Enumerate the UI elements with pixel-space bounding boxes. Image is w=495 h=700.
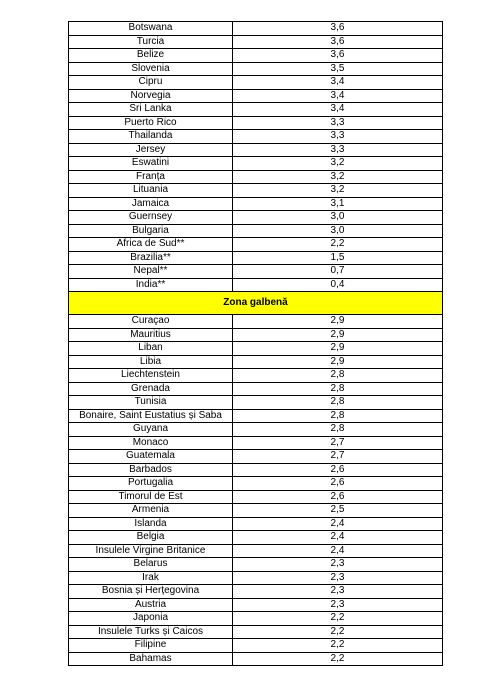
incidence-value-cell: 3,3 [233,143,443,157]
country-cell: Puerto Rico [69,116,233,130]
country-cell: Nepal** [69,265,233,279]
country-cell: Eswatini [69,157,233,171]
incidence-value-cell: 2,3 [233,598,443,612]
table-row [69,639,443,653]
country-cell: Bulgaria [69,224,233,238]
incidence-value-cell: 3,0 [233,224,443,238]
country-cell: Filipine [69,639,233,653]
table-row [69,504,443,518]
country-cell: Monaco [69,436,233,450]
incidence-value-cell: 2,8 [233,382,443,396]
incidence-value-cell: 3,0 [233,211,443,225]
country-cell: Norvegia [69,89,233,103]
table-row [69,76,443,90]
incidence-value-cell: 2,6 [233,477,443,491]
incidence-value-cell: 2,8 [233,369,443,383]
table-row [69,211,443,225]
country-cell: Bonaire, Saint Eustatius și Saba [69,409,233,423]
zone-header-row [69,292,443,315]
table-row [69,184,443,198]
incidence-value-cell: 2,4 [233,531,443,545]
incidence-value-cell: 3,4 [233,76,443,90]
table-row [69,328,443,342]
incidence-value-cell: 2,7 [233,436,443,450]
incidence-value-cell: 3,2 [233,170,443,184]
incidence-value-cell: 3,2 [233,184,443,198]
incidence-value-cell: 3,4 [233,89,443,103]
incidence-value-cell: 3,5 [233,62,443,76]
table-row [69,238,443,252]
incidence-value-cell: 2,9 [233,315,443,329]
country-cell: Franța [69,170,233,184]
table-row [69,463,443,477]
country-cell: Bosnia și Herțegovina [69,585,233,599]
table-row [69,315,443,329]
table-row [69,49,443,63]
incidence-value-cell: 3,3 [233,116,443,130]
incidence-value-cell: 2,5 [233,504,443,518]
incidence-value-cell: 3,4 [233,103,443,117]
country-cell: Belarus [69,558,233,572]
table-body [69,22,443,666]
table-row [69,382,443,396]
country-cell: Guernsey [69,211,233,225]
table-row [69,197,443,211]
country-cell: Jamaica [69,197,233,211]
incidence-value-cell: 2,8 [233,423,443,437]
incidence-value-cell: 2,2 [233,652,443,666]
country-cell: Mauritius [69,328,233,342]
country-cell: Botswana [69,22,233,36]
table-row [69,571,443,585]
country-cell: Liban [69,342,233,356]
country-cell: Insulele Turks și Caicos [69,625,233,639]
incidence-value-cell: 2,3 [233,558,443,572]
country-cell: Tunisia [69,396,233,410]
table-row [69,130,443,144]
table-row [69,170,443,184]
incidence-value-cell: 0,7 [233,265,443,279]
incidence-value-cell: 3,3 [233,130,443,144]
table-row [69,490,443,504]
country-cell: Libia [69,355,233,369]
incidence-value-cell: 2,4 [233,544,443,558]
country-cell: Turcia [69,35,233,49]
table-row [69,652,443,666]
table-row [69,477,443,491]
country-cell: Africa de Sud** [69,238,233,252]
country-cell: Grenada [69,382,233,396]
country-cell: Portugalia [69,477,233,491]
country-cell: Jersey [69,143,233,157]
country-cell: Austria [69,598,233,612]
incidence-value-cell: 2,3 [233,585,443,599]
country-cell: Liechtenstein [69,369,233,383]
table-row [69,409,443,423]
table-row [69,625,443,639]
table-row [69,35,443,49]
incidence-value-cell: 1,5 [233,251,443,265]
country-cell: Curaçao [69,315,233,329]
country-cell: Guatemala [69,450,233,464]
table-row [69,22,443,36]
table-row [69,278,443,292]
table-row [69,62,443,76]
incidence-value-cell: 3,6 [233,49,443,63]
table-row [69,103,443,117]
table-row [69,598,443,612]
incidence-value-cell: 2,6 [233,490,443,504]
table-row [69,612,443,626]
table-row [69,143,443,157]
incidence-value-cell: 2,3 [233,571,443,585]
table-row [69,355,443,369]
table-row [69,251,443,265]
country-cell: Belize [69,49,233,63]
incidence-value-cell: 3,6 [233,35,443,49]
table-row [69,517,443,531]
table-row [69,423,443,437]
incidence-value-cell: 2,4 [233,517,443,531]
incidence-value-cell: 2,2 [233,639,443,653]
table-row [69,369,443,383]
country-cell: Thailanda [69,130,233,144]
country-cell: Belgia [69,531,233,545]
incidence-value-cell: 2,6 [233,463,443,477]
table-row [69,265,443,279]
country-cell: Insulele Virgine Britanice [69,544,233,558]
table-row [69,224,443,238]
incidence-value-cell: 2,2 [233,238,443,252]
table-row [69,436,443,450]
country-cell: Timorul de Est [69,490,233,504]
incidence-value-cell: 2,7 [233,450,443,464]
country-cell: Bahamas [69,652,233,666]
zone-label: Zona galbenă [69,292,443,315]
table-row [69,157,443,171]
incidence-value-cell: 2,8 [233,409,443,423]
incidence-value-cell: 2,2 [233,625,443,639]
table-row [69,585,443,599]
incidence-value-cell: 2,8 [233,396,443,410]
table-row [69,116,443,130]
country-cell: Islanda [69,517,233,531]
country-cell: Sri Lanka [69,103,233,117]
incidence-value-cell: 2,9 [233,328,443,342]
incidence-value-cell: 0,4 [233,278,443,292]
country-cell: Slovenia [69,62,233,76]
country-cell: Barbados [69,463,233,477]
country-cell: Armenia [69,504,233,518]
incidence-value-cell: 2,9 [233,355,443,369]
countries-incidence-table [68,21,443,666]
incidence-value-cell: 3,6 [233,22,443,36]
table-row [69,531,443,545]
country-cell: Guyana [69,423,233,437]
country-cell: India** [69,278,233,292]
country-cell: Brazilia** [69,251,233,265]
incidence-value-cell: 2,9 [233,342,443,356]
table-row [69,89,443,103]
table-row [69,342,443,356]
country-cell: Irak [69,571,233,585]
incidence-value-cell: 2,2 [233,612,443,626]
country-cell: Lituania [69,184,233,198]
table-row [69,544,443,558]
incidence-value-cell: 3,1 [233,197,443,211]
country-cell: Japonia [69,612,233,626]
table-row [69,558,443,572]
table-row [69,450,443,464]
incidence-value-cell: 3,2 [233,157,443,171]
table-row [69,396,443,410]
country-cell: Cipru [69,76,233,90]
